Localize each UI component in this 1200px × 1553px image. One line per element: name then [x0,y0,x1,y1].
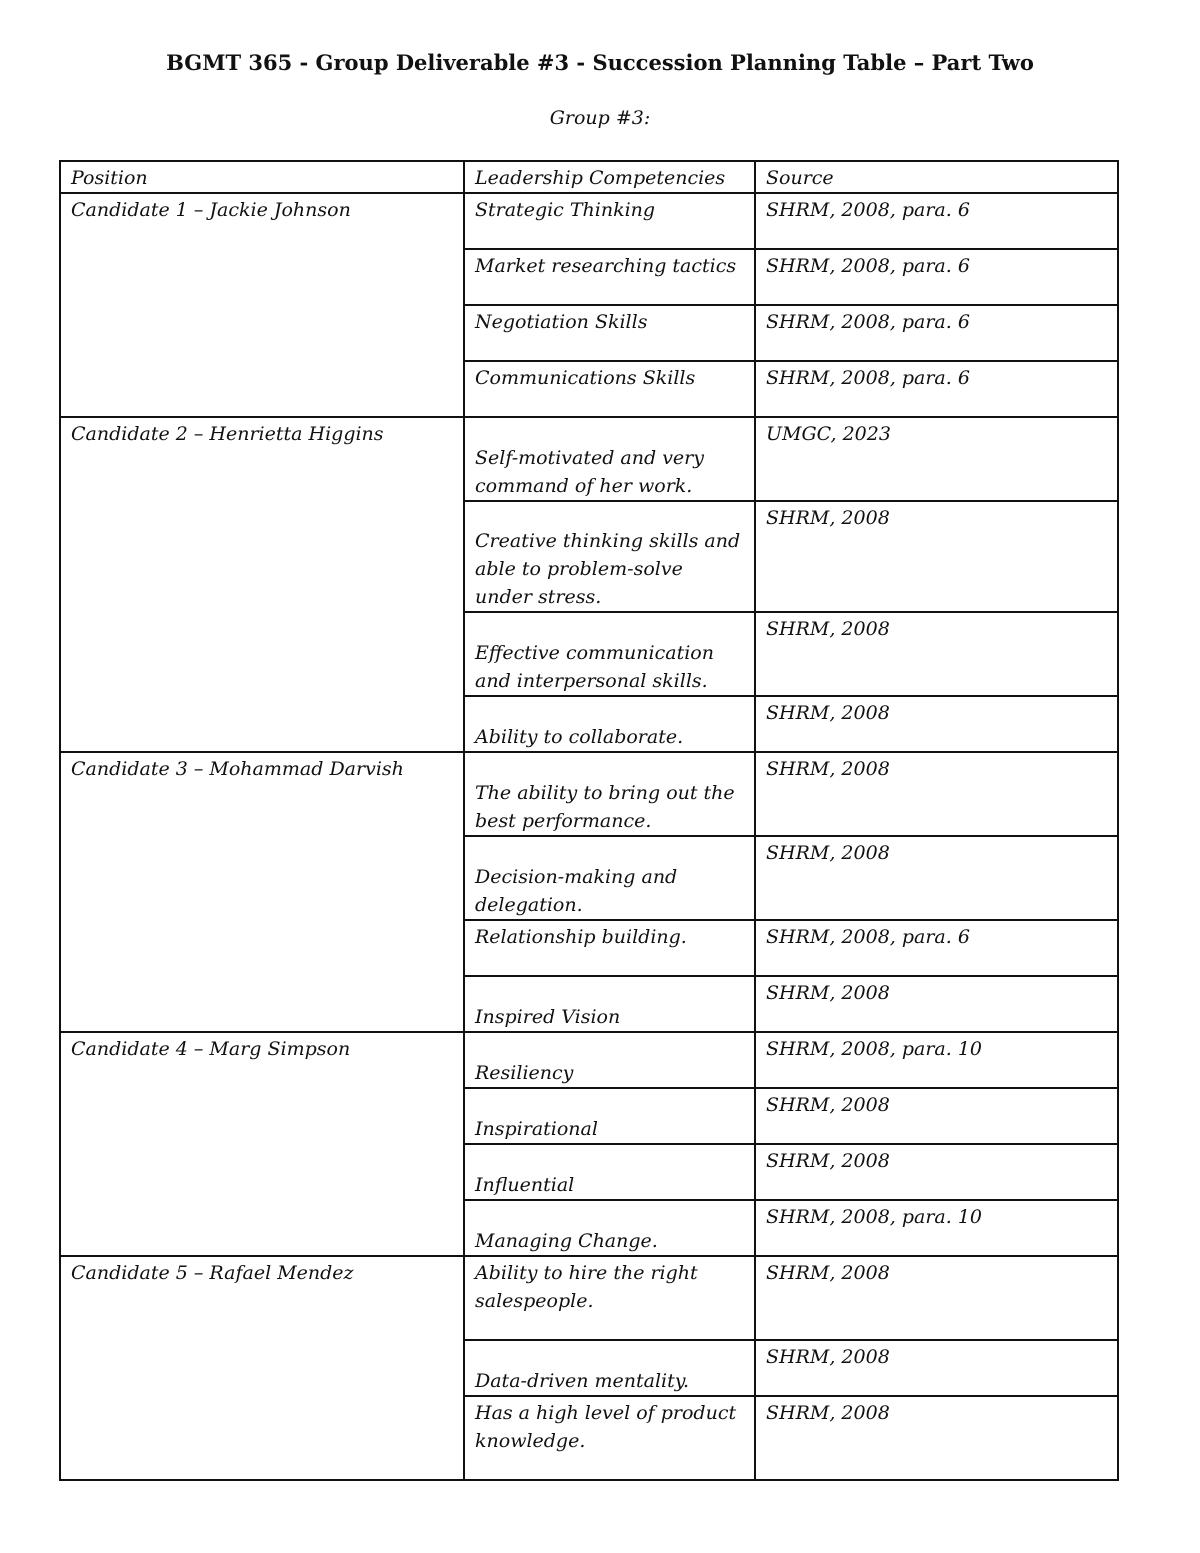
candidate-4-source-1: SHRM, 2008, para. 10 [755,1032,1118,1088]
candidate-4-competency-3: Influential [464,1144,755,1200]
candidate-5-name: Candidate 5 – Rafael Mendez [60,1256,464,1480]
candidate-3-source-4: SHRM, 2008 [755,976,1118,1032]
candidate-4-name: Candidate 4 – Marg Simpson [60,1032,464,1256]
candidate-5-competency-3: Has a high level of product knowledge. [464,1396,755,1480]
candidate-1-competency-4: Communications Skills [464,361,755,417]
candidate-3-competency-1: The ability to bring out the best performance. [464,752,755,836]
candidate-5-source-2: SHRM, 2008 [755,1340,1118,1396]
group-label: Group #3: [549,107,651,129]
table-row [60,752,1118,836]
candidate-2-source-3: SHRM, 2008 [755,612,1118,696]
candidate-4-source-4: SHRM, 2008, para. 10 [755,1200,1118,1256]
candidate-1-source-3: SHRM, 2008, para. 6 [755,305,1118,361]
candidate-2-competency-3: Effective communication and interpersonal skills. [464,612,755,696]
candidate-3-name: Candidate 3 – Mohammad Darvish [60,752,464,1032]
candidate-3-source-1: SHRM, 2008 [755,752,1118,836]
candidate-5-competency-1: Ability to hire the right salespeople. [464,1256,755,1340]
candidate-3-competency-3: Relationship building. [464,920,755,976]
header-source: Source [755,161,1118,193]
candidate-5-competency-2: Data-driven mentality. [464,1340,755,1396]
candidate-2-competency-1: Self-motivated and very command of her work. [464,417,755,501]
candidate-3-competency-2: Decision-making and delegation. [464,836,755,920]
table-row [60,1256,1118,1340]
table-row [60,1032,1118,1088]
candidate-4-source-3: SHRM, 2008 [755,1144,1118,1200]
table-row [60,417,1118,501]
candidate-1-name: Candidate 1 – Jackie Johnson [60,193,464,417]
candidate-5-source-3: SHRM, 2008 [755,1396,1118,1480]
table-header-row [60,161,1118,193]
candidate-2-competency-4: Ability to collaborate. [464,696,755,752]
header-leadership-competencies: Leadership Competencies [464,161,755,193]
candidate-3-competency-4: Inspired Vision [464,976,755,1032]
candidate-2-source-4: SHRM, 2008 [755,696,1118,752]
candidate-3-source-2: SHRM, 2008 [755,836,1118,920]
candidate-1-competency-3: Negotiation Skills [464,305,755,361]
candidate-4-competency-4: Managing Change. [464,1200,755,1256]
candidate-2-name: Candidate 2 – Henrietta Higgins [60,417,464,752]
candidate-2-competency-2: Creative thinking skills and able to problem-solve under stress. [464,501,755,612]
candidate-4-competency-1: Resiliency [464,1032,755,1088]
candidate-4-source-2: SHRM, 2008 [755,1088,1118,1144]
candidate-1-competency-1: Strategic Thinking [464,193,755,249]
candidate-2-source-2: SHRM, 2008 [755,501,1118,612]
candidate-1-competency-2: Market researching tactics [464,249,755,305]
succession-planning-table [59,160,1119,1481]
page-title: BGMT 365 - Group Deliverable #3 - Succession Planning Table – Part Two [166,50,1034,75]
candidate-4-competency-2: Inspirational [464,1088,755,1144]
header-position: Position [60,161,464,193]
candidate-2-source-1: UMGC, 2023 [755,417,1118,501]
candidate-1-source-4: SHRM, 2008, para. 6 [755,361,1118,417]
candidate-5-source-1: SHRM, 2008 [755,1256,1118,1340]
candidate-1-source-1: SHRM, 2008, para. 6 [755,193,1118,249]
table-row [60,193,1118,249]
candidate-3-source-3: SHRM, 2008, para. 6 [755,920,1118,976]
candidate-1-source-2: SHRM, 2008, para. 6 [755,249,1118,305]
